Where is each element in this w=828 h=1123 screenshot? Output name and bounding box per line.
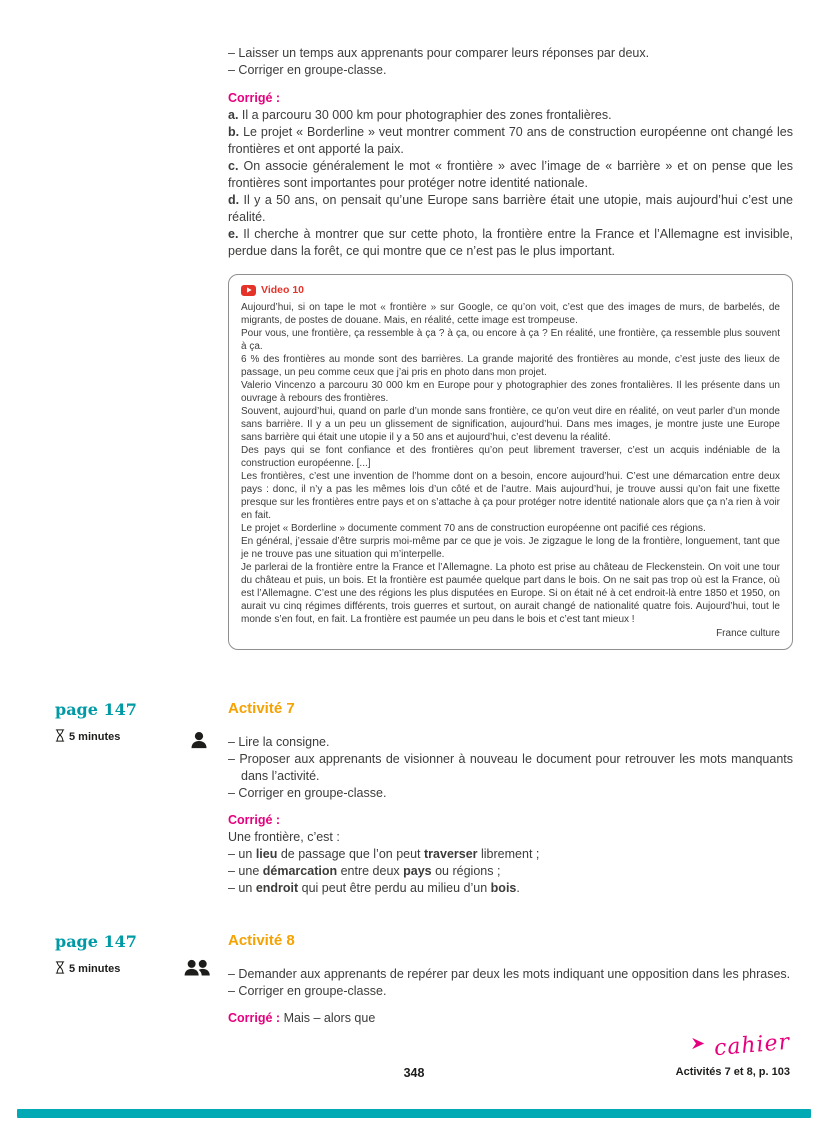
duration-label: 5 minutes: [69, 731, 121, 743]
corrige-answer: Mais – alors que: [283, 1011, 376, 1025]
corrige-label: Corrigé :: [228, 91, 281, 105]
transcript-paragraph: Valerio Vincenzo a parcouru 30 000 km en Europe pour y photographier des zones frontalières. Il les présente dans un ouvrage à rebours des frontières.: [241, 380, 780, 404]
corrige-item: d. Il y a 50 ans, on pensait qu’une Europe sans barrière était une utopie, mais aujourd’hui c’est une réalité.: [228, 193, 793, 224]
video-header: [241, 284, 780, 296]
activity7-corrige-items: [228, 846, 793, 897]
single-person-icon: [190, 731, 208, 756]
transcript-paragraph: Souvent, aujourd’hui, quand on parle d’un monde sans frontière, ce qu’on veut dire en réalité, on veut parler d’un monde sans barrière. Il y a un peu un glissement de signification, aujourd’hui. Dans mes images, je montre juste une Europe sans barrière qui était une utopie il y a 50 ans et aujourd’hui, c’est devenu la réalité.: [241, 406, 780, 443]
hourglass-icon: [55, 961, 65, 977]
video-transcript-box: [228, 274, 793, 650]
bullet-line: – Corriger en groupe-classe.: [228, 984, 387, 998]
corrige-item: e. Il cherche à montrer que sur cette photo, la frontière entre la France et l’Allemagne est invisible, perdue dans la forêt, ce qui montre que ce n’est pas le plus important.: [228, 227, 793, 258]
video-play-icon: [241, 285, 256, 296]
duration-row: [55, 729, 210, 745]
intro-bullets: [228, 45, 793, 79]
transcript-paragraph: Pour vous, une frontière, ça ressemble à ça ? à ça, ou encore à ça ? En réalité, une frontière, ça ressemble plus souvent à ça.: [241, 328, 780, 352]
transcript-paragraphs: [241, 301, 780, 626]
activity-7-margin-note: [55, 701, 210, 745]
cahier-arrow-icon: [690, 1035, 707, 1057]
activity8-bullets: [228, 966, 793, 1000]
corrige-item: b. Le projet « Borderline » veut montrer comment 70 ans de construction européenne ont changé les frontières et ont apporté la paix.: [228, 125, 793, 156]
corrige-intro: Une frontière, c’est :: [228, 830, 340, 844]
corrige-label: Corrigé :: [228, 813, 281, 827]
transcript-paragraph: Je parlerai de la frontière entre la France et l’Allemagne. La photo est prise au château de Fleckenstein. On voit une tour du château et puis, un bois. Et la frontière est paumée quelque part dans le bois. On ne sait pas trop où est la France, où est l’Allemagne. C’est une des régions les plus disputées en Europe. Si on était né à cet endroit-là entre 1850 et 1950, on aurait vu cinq régimes différents, trois guerres et surtout, on aurait changé de nationalité quatre fois. Aujourd’hui, tout le monde s’en fout, en fait. La frontière est paumée un peu dans le bois et c’est tant mieux !: [241, 562, 780, 625]
transcript-paragraph: Les frontières, c’est une invention de l’homme dont on a besoin, encore aujourd’hui. C’est une démarcation entre deux pays : donc, il n’y a pas les mêmes lois d’un côté et de l’autre. Mais aujourd’hui, je trouve aussi qu’on fait une fixette presque sur les frontières entre pays et on s’attache à ça pour protéger notre identité nationale alors que ça n’a rien à voir en fait.: [241, 471, 780, 521]
top-content: [228, 45, 793, 650]
transcript-paragraph: Aujourd’hui, si on tape le mot « frontière » sur Google, ce qu’on voit, c’est que des images de murs, de barbelés, de migrants, de postes de douane. Mais, en réalité, cette image est trompeuse.: [241, 302, 780, 326]
transcript-paragraph: Le projet « Borderline » documente comment 70 ans de construction européenne ont pacifié ces régions.: [241, 523, 706, 534]
activity-7-title: Activité 7: [228, 700, 295, 717]
activity-8-title: Activité 8: [228, 932, 295, 949]
corrige-label: Corrigé :: [228, 1011, 281, 1025]
activities-reference: Activités 7 et 8, p. 103: [675, 1066, 790, 1078]
page-number: 348: [403, 1066, 425, 1080]
transcript-paragraph: 6 % des frontières au monde sont des barrières. La grande majorité des frontières au monde, c’est juste des lieux de passage, un peu comme ceux que j’ai pris en photo dans mon projet.: [241, 354, 780, 378]
corrige-line: [228, 1010, 793, 1027]
activity-7-main: [228, 700, 793, 897]
corrige-item: – une démarcation entre deux pays ou régions ;: [228, 864, 501, 878]
duration-label: 5 minutes: [69, 963, 121, 975]
hourglass-icon: [55, 729, 65, 745]
page-reference: page 147: [55, 700, 137, 719]
two-person-icon: [184, 959, 210, 983]
activity-8-main: [228, 932, 793, 1027]
corrige-item: – un lieu de passage que l’on peut traverser librement ;: [228, 847, 540, 861]
transcript-paragraph: Des pays qui se font confiance et des frontières qu’on peut librement traverser, c’est un acquis indéniable de la construction européenne. [...]: [241, 445, 780, 469]
bullet-line: – Corriger en groupe-classe.: [228, 786, 387, 800]
bullet-line: – Demander aux apprenants de repérer par deux les mots indiquant une opposition dans les phrases.: [228, 967, 791, 981]
bullet-line: – Lire la consigne.: [228, 735, 330, 749]
page-reference: page 147: [55, 932, 137, 951]
bullet-line: – Proposer aux apprenants de visionner à nouveau le document pour retrouver les mots manquants dans l’activité.: [228, 752, 793, 783]
cahier-callout: [690, 1029, 791, 1062]
corrige-item: – un endroit qui peut être perdu au milieu d’un bois.: [228, 881, 520, 895]
video-label: Video 10: [261, 284, 304, 296]
corrige-item: c. On associe généralement le mot « frontière » avec l’image de « barrière » et on pense que les frontières sont importantes pour protéger notre identité nationale.: [228, 159, 793, 190]
transcript-source: France culture: [716, 628, 780, 639]
bullet-line: – Laisser un temps aux apprenants pour comparer leurs réponses par deux.: [228, 46, 650, 60]
transcript-paragraph: En général, j’essaie d’être surpris moi-même par ce que je vois. Je zigzague le long de la frontière, longuement, tant que je ne trouve pas une situation qui m’interpelle.: [241, 536, 780, 560]
corrige-item: a. Il a parcouru 30 000 km pour photographier des zones frontalières.: [228, 108, 612, 122]
bullet-line: – Corriger en groupe-classe.: [228, 63, 387, 77]
cahier-label: cahier: [712, 1029, 791, 1062]
bottom-accent-bar: [17, 1109, 811, 1118]
activity7-bullets: [228, 734, 793, 802]
corrige1-items: [228, 107, 793, 260]
